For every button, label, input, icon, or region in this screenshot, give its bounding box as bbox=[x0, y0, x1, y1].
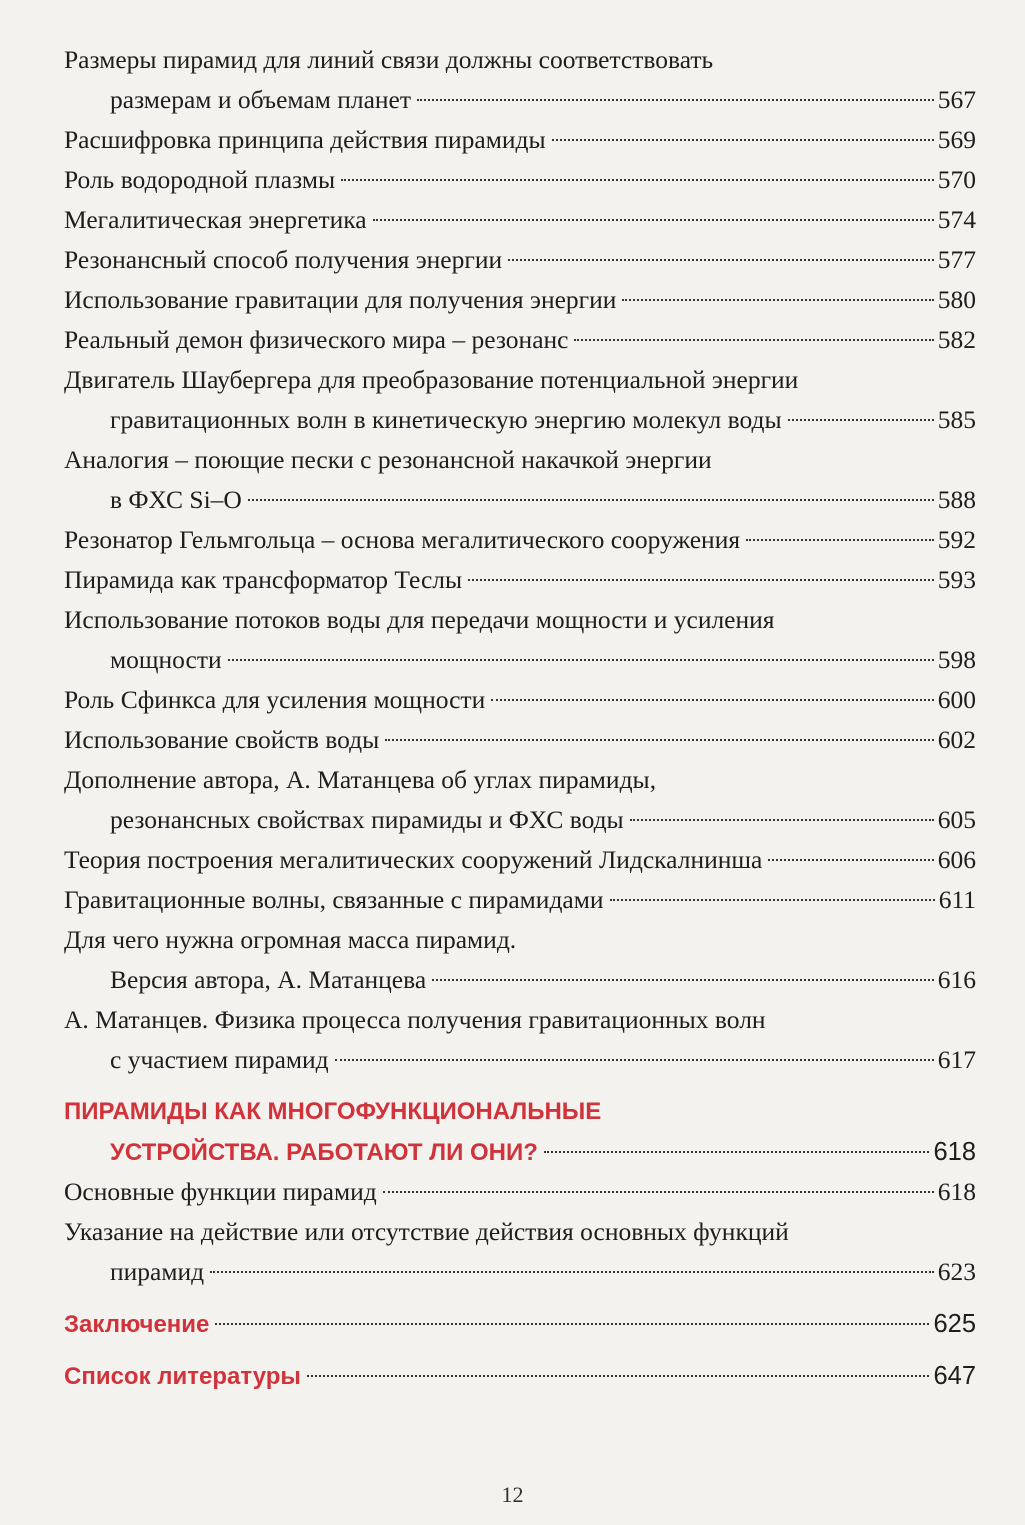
toc-page-number: 625 bbox=[933, 1310, 976, 1338]
dot-leader bbox=[385, 739, 933, 741]
toc-entry-line bbox=[64, 240, 976, 280]
dot-leader bbox=[248, 499, 934, 501]
toc-entry-title: Роль водородной плазмы bbox=[64, 165, 336, 194]
toc-entry bbox=[64, 40, 976, 120]
toc-entry-title: ПИРАМИДЫ КАК МНОГОФУНКЦИОНАЛЬНЫЕ bbox=[64, 1098, 602, 1125]
toc-entry-line bbox=[64, 400, 976, 440]
toc-page-number: 592 bbox=[937, 525, 976, 554]
toc-entry bbox=[64, 920, 976, 1000]
dot-leader bbox=[544, 1151, 930, 1153]
dot-leader bbox=[508, 259, 934, 261]
toc-entry-line bbox=[64, 800, 976, 840]
toc-page-number: 600 bbox=[937, 685, 976, 714]
toc-entry-title: Аналогия – поющие пески с резонансной накачкой энергии bbox=[64, 445, 712, 474]
toc-entry-title: УСТРОЙСТВА. РАБОТАЮТ ЛИ ОНИ? bbox=[110, 1139, 538, 1166]
dot-leader bbox=[552, 139, 934, 141]
page-number: 12 bbox=[501, 1482, 524, 1507]
toc-page-number: 577 bbox=[937, 245, 976, 274]
toc-entry-title: Резонансный способ получения энергии bbox=[64, 245, 503, 274]
toc-page-number: 618 bbox=[937, 1177, 976, 1206]
toc-page-number: 593 bbox=[937, 565, 976, 594]
toc-entry-line bbox=[64, 1212, 976, 1252]
toc-page-number: 618 bbox=[933, 1138, 976, 1166]
dot-leader bbox=[610, 899, 935, 901]
toc-entry-line bbox=[64, 1172, 976, 1212]
dot-leader bbox=[746, 539, 934, 541]
toc-section-heading bbox=[64, 1356, 976, 1396]
toc-entry bbox=[64, 240, 976, 280]
toc-entry-title: Мегалитическая энергетика bbox=[64, 205, 367, 234]
dot-leader bbox=[468, 579, 934, 581]
toc-section-heading bbox=[64, 1304, 976, 1344]
dot-leader bbox=[335, 1059, 934, 1061]
toc-entry-line bbox=[64, 960, 976, 1000]
toc-entry-title: Реальный демон физического мира – резонанс bbox=[64, 325, 569, 354]
toc-page-number: 570 bbox=[937, 165, 976, 194]
dot-leader bbox=[622, 299, 933, 301]
toc-entry-line bbox=[64, 1000, 976, 1040]
toc-entry-line bbox=[64, 560, 976, 600]
toc-entry-title: Дополнение автора, А. Матанцева об углах пирамиды, bbox=[64, 765, 657, 794]
toc-entry-line bbox=[64, 1304, 976, 1344]
toc-entry-line bbox=[64, 600, 976, 640]
toc-entry-line bbox=[64, 1092, 976, 1132]
toc-entry-title: размерам и объемам планет bbox=[110, 85, 412, 114]
toc-page-number: 567 bbox=[937, 85, 976, 114]
toc-entry-line bbox=[64, 720, 976, 760]
toc-entry bbox=[64, 880, 976, 920]
dot-leader bbox=[341, 179, 934, 181]
toc-entry-line bbox=[64, 280, 976, 320]
dot-leader bbox=[788, 419, 934, 421]
dot-leader bbox=[373, 219, 934, 221]
toc-entry-title: Двигатель Шаубергера для преобразование потенциальной энергии bbox=[64, 365, 799, 394]
toc-entry-line bbox=[64, 1252, 976, 1292]
toc-entry bbox=[64, 600, 976, 680]
toc-page-number: 598 bbox=[937, 645, 976, 674]
toc-entry bbox=[64, 360, 976, 440]
toc-entry-title: Использование гравитации для получения энергии bbox=[64, 285, 617, 314]
toc-entry-title: пирамид bbox=[110, 1257, 205, 1286]
dot-leader bbox=[307, 1375, 930, 1377]
toc-entry bbox=[64, 560, 976, 600]
toc-entry-line bbox=[64, 840, 976, 880]
toc-entry-title: Версия автора, А. Матанцева bbox=[110, 965, 427, 994]
toc-page-number: 611 bbox=[938, 885, 976, 914]
toc-entry-title: Использование свойств воды bbox=[64, 725, 380, 754]
toc-entry-title: Резонатор Гельмгольца – основа мегалитического сооружения bbox=[64, 525, 741, 554]
toc-entry bbox=[64, 1000, 976, 1080]
toc-entry-line bbox=[64, 640, 976, 680]
toc-section-heading bbox=[64, 1092, 976, 1172]
toc-entry-title: Расшифровка принципа действия пирамиды bbox=[64, 125, 546, 154]
toc-entry bbox=[64, 840, 976, 880]
toc-entry bbox=[64, 160, 976, 200]
dot-leader bbox=[417, 99, 934, 101]
toc-entry-title: Гравитационные волны, связанные с пирамидами bbox=[64, 885, 604, 914]
table-of-contents bbox=[64, 40, 976, 1396]
toc-page-number: 602 bbox=[937, 725, 976, 754]
toc-entry-line bbox=[64, 80, 976, 120]
toc-entry-line bbox=[64, 320, 976, 360]
toc-page-number: 588 bbox=[937, 485, 976, 514]
toc-entry-title: Роль Сфинкса для усиления мощности bbox=[64, 685, 486, 714]
toc-entry-title: гравитационных волн в кинетическую энергию молекул воды bbox=[110, 405, 782, 434]
toc-entry-title: Использование потоков воды для передачи мощности и усиления bbox=[64, 605, 775, 634]
toc-entry-line bbox=[64, 480, 976, 520]
dot-leader bbox=[432, 979, 934, 981]
toc-page-number: 569 bbox=[937, 125, 976, 154]
toc-entry-line bbox=[64, 880, 976, 920]
toc-entry-line bbox=[64, 1356, 976, 1396]
dot-leader bbox=[228, 659, 934, 661]
toc-entry-title: в ФХС Si–O bbox=[110, 485, 242, 514]
dot-leader bbox=[768, 859, 933, 861]
toc-entry-line bbox=[64, 1040, 976, 1080]
toc-entry-title: мощности bbox=[110, 645, 222, 674]
toc-entry bbox=[64, 1172, 976, 1212]
toc-page-number: 582 bbox=[937, 325, 976, 354]
toc-entry bbox=[64, 280, 976, 320]
toc-entry-title: Заключение bbox=[64, 1311, 210, 1338]
dot-leader bbox=[491, 699, 934, 701]
dot-leader bbox=[383, 1191, 934, 1193]
toc-page-number: 623 bbox=[937, 1257, 976, 1286]
dot-leader bbox=[215, 1323, 929, 1325]
toc-entry bbox=[64, 1212, 976, 1292]
toc-entry-title: резонансных свойствах пирамиды и ФХС воды bbox=[110, 805, 624, 834]
toc-entry-line bbox=[64, 1132, 976, 1172]
toc-entry-line bbox=[64, 440, 976, 480]
toc-entry-title: с участием пирамид bbox=[110, 1045, 329, 1074]
toc-entry bbox=[64, 200, 976, 240]
toc-entry-line bbox=[64, 520, 976, 560]
toc-page-number: 606 bbox=[937, 845, 976, 874]
toc-page-number: 617 bbox=[937, 1045, 976, 1074]
toc-entry-line bbox=[64, 200, 976, 240]
toc-entry-title: Указание на действие или отсутствие действия основных функций bbox=[64, 1217, 789, 1246]
toc-entry-line bbox=[64, 360, 976, 400]
toc-entry bbox=[64, 760, 976, 840]
toc-entry bbox=[64, 440, 976, 520]
toc-entry-title: А. Матанцев. Физика процесса получения гравитационных волн bbox=[64, 1005, 766, 1034]
toc-entry-line bbox=[64, 680, 976, 720]
toc-entry-line bbox=[64, 160, 976, 200]
toc-entry bbox=[64, 720, 976, 760]
toc-page-number: 616 bbox=[937, 965, 976, 994]
toc-entry-title: Теория построения мегалитических сооружений Лидскалнинша bbox=[64, 845, 763, 874]
toc-entry bbox=[64, 320, 976, 360]
toc-entry-title: Размеры пирамид для линий связи должны соответствовать bbox=[64, 45, 714, 74]
dot-leader bbox=[630, 819, 934, 821]
toc-entry-line bbox=[64, 40, 976, 80]
toc-page-number: 647 bbox=[933, 1362, 976, 1390]
toc-entry bbox=[64, 120, 976, 160]
toc-entry-line bbox=[64, 120, 976, 160]
toc-entry bbox=[64, 680, 976, 720]
toc-page-number: 574 bbox=[937, 205, 976, 234]
toc-entry-title: Основные функции пирамид bbox=[64, 1177, 377, 1206]
toc-entry-title: Пирамида как трансформатор Теслы bbox=[64, 565, 463, 594]
toc-page-number: 605 bbox=[937, 805, 976, 834]
dot-leader bbox=[210, 1271, 934, 1273]
toc-entry bbox=[64, 520, 976, 560]
toc-entry-title: Список литературы bbox=[64, 1363, 301, 1390]
dot-leader bbox=[574, 339, 933, 341]
toc-page-number: 585 bbox=[937, 405, 976, 434]
toc-entry-title: Для чего нужна огромная масса пирамид. bbox=[64, 925, 517, 954]
toc-page-number: 580 bbox=[937, 285, 976, 314]
toc-entry-line bbox=[64, 920, 976, 960]
toc-entry-line bbox=[64, 760, 976, 800]
